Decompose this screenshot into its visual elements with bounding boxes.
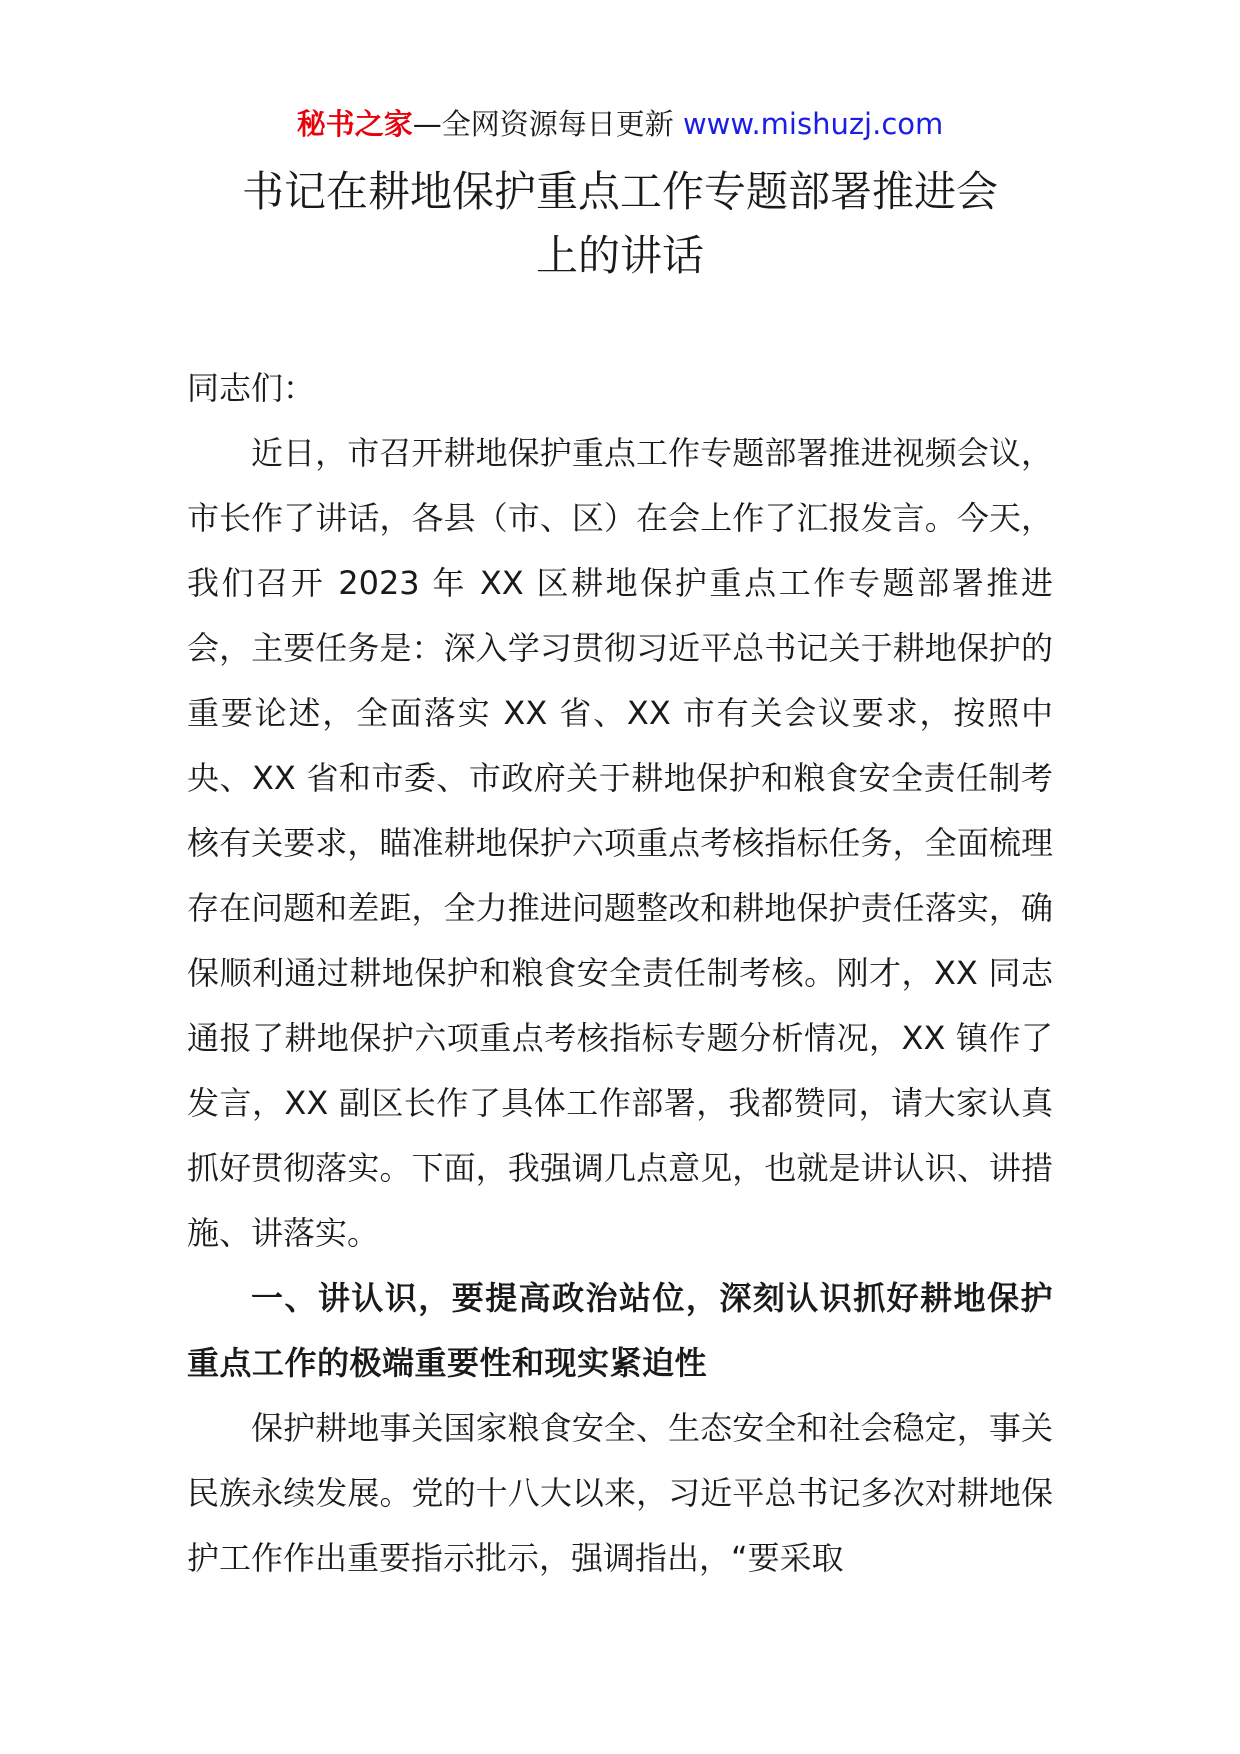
paragraph-2: 保护耕地事关国家粮食安全、生态安全和社会稳定，事关民族永续发展。党的十八大以来，习近平总书记多次对耕地保护工作作出重要指示批示，强调指出，“要采取 [187,1409,1053,1577]
document-title [150,160,1090,288]
title-line-1: 书记在耕地保护重点工作专题部署推进会 [241,167,998,216]
paragraph-1: 近日，市召开耕地保护重点工作专题部署推进视频会议，市长作了讲话，各县（市、区）在会上作了汇报发言。今天，我们召开 2023 年 XX 区耕地保护重点工作专题部署推进会，主要任务是：深入学习贯彻习近平总书记关于耕地保护的重要论述，全面落实 XX 省、XX 市有关会议要求，按照中央、XX 省和市委、市政府关于耕地保护和粮食安全责任制考核有关要求，瞄准耕地保护六项重点考核指标任务，全面梳理存在问题和差距，全力推进问题整改和耕地保护责任落实，确保顺利通过耕地保护和粮食安全责任制考核。刚才，XX 同志通报了耕地保护六项重点考核指标专题分析情况，XX 镇作了发言，XX 副区长作了具体工作部署，我都赞同，请大家认真抓好贯彻落实。下面，我强调几点意见，也就是讲认识、讲措施、讲落实。 [187,434,1053,1252]
document-body [187,356,1053,1591]
banner-url[interactable]: www.mishuzj.com [682,107,944,141]
salutation: 同志们： [187,369,316,407]
site-banner [0,104,1240,144]
banner-brand: 秘书之家 [296,107,413,141]
section-1-heading: 一、讲认识，要提高政治站位，深刻认识抓好耕地保护重点工作的极端重要性和现实紧迫性 [187,1279,1053,1382]
title-line-2: 上的讲话 [535,231,704,280]
banner-tagline: —全网资源每日更新 [412,107,683,141]
